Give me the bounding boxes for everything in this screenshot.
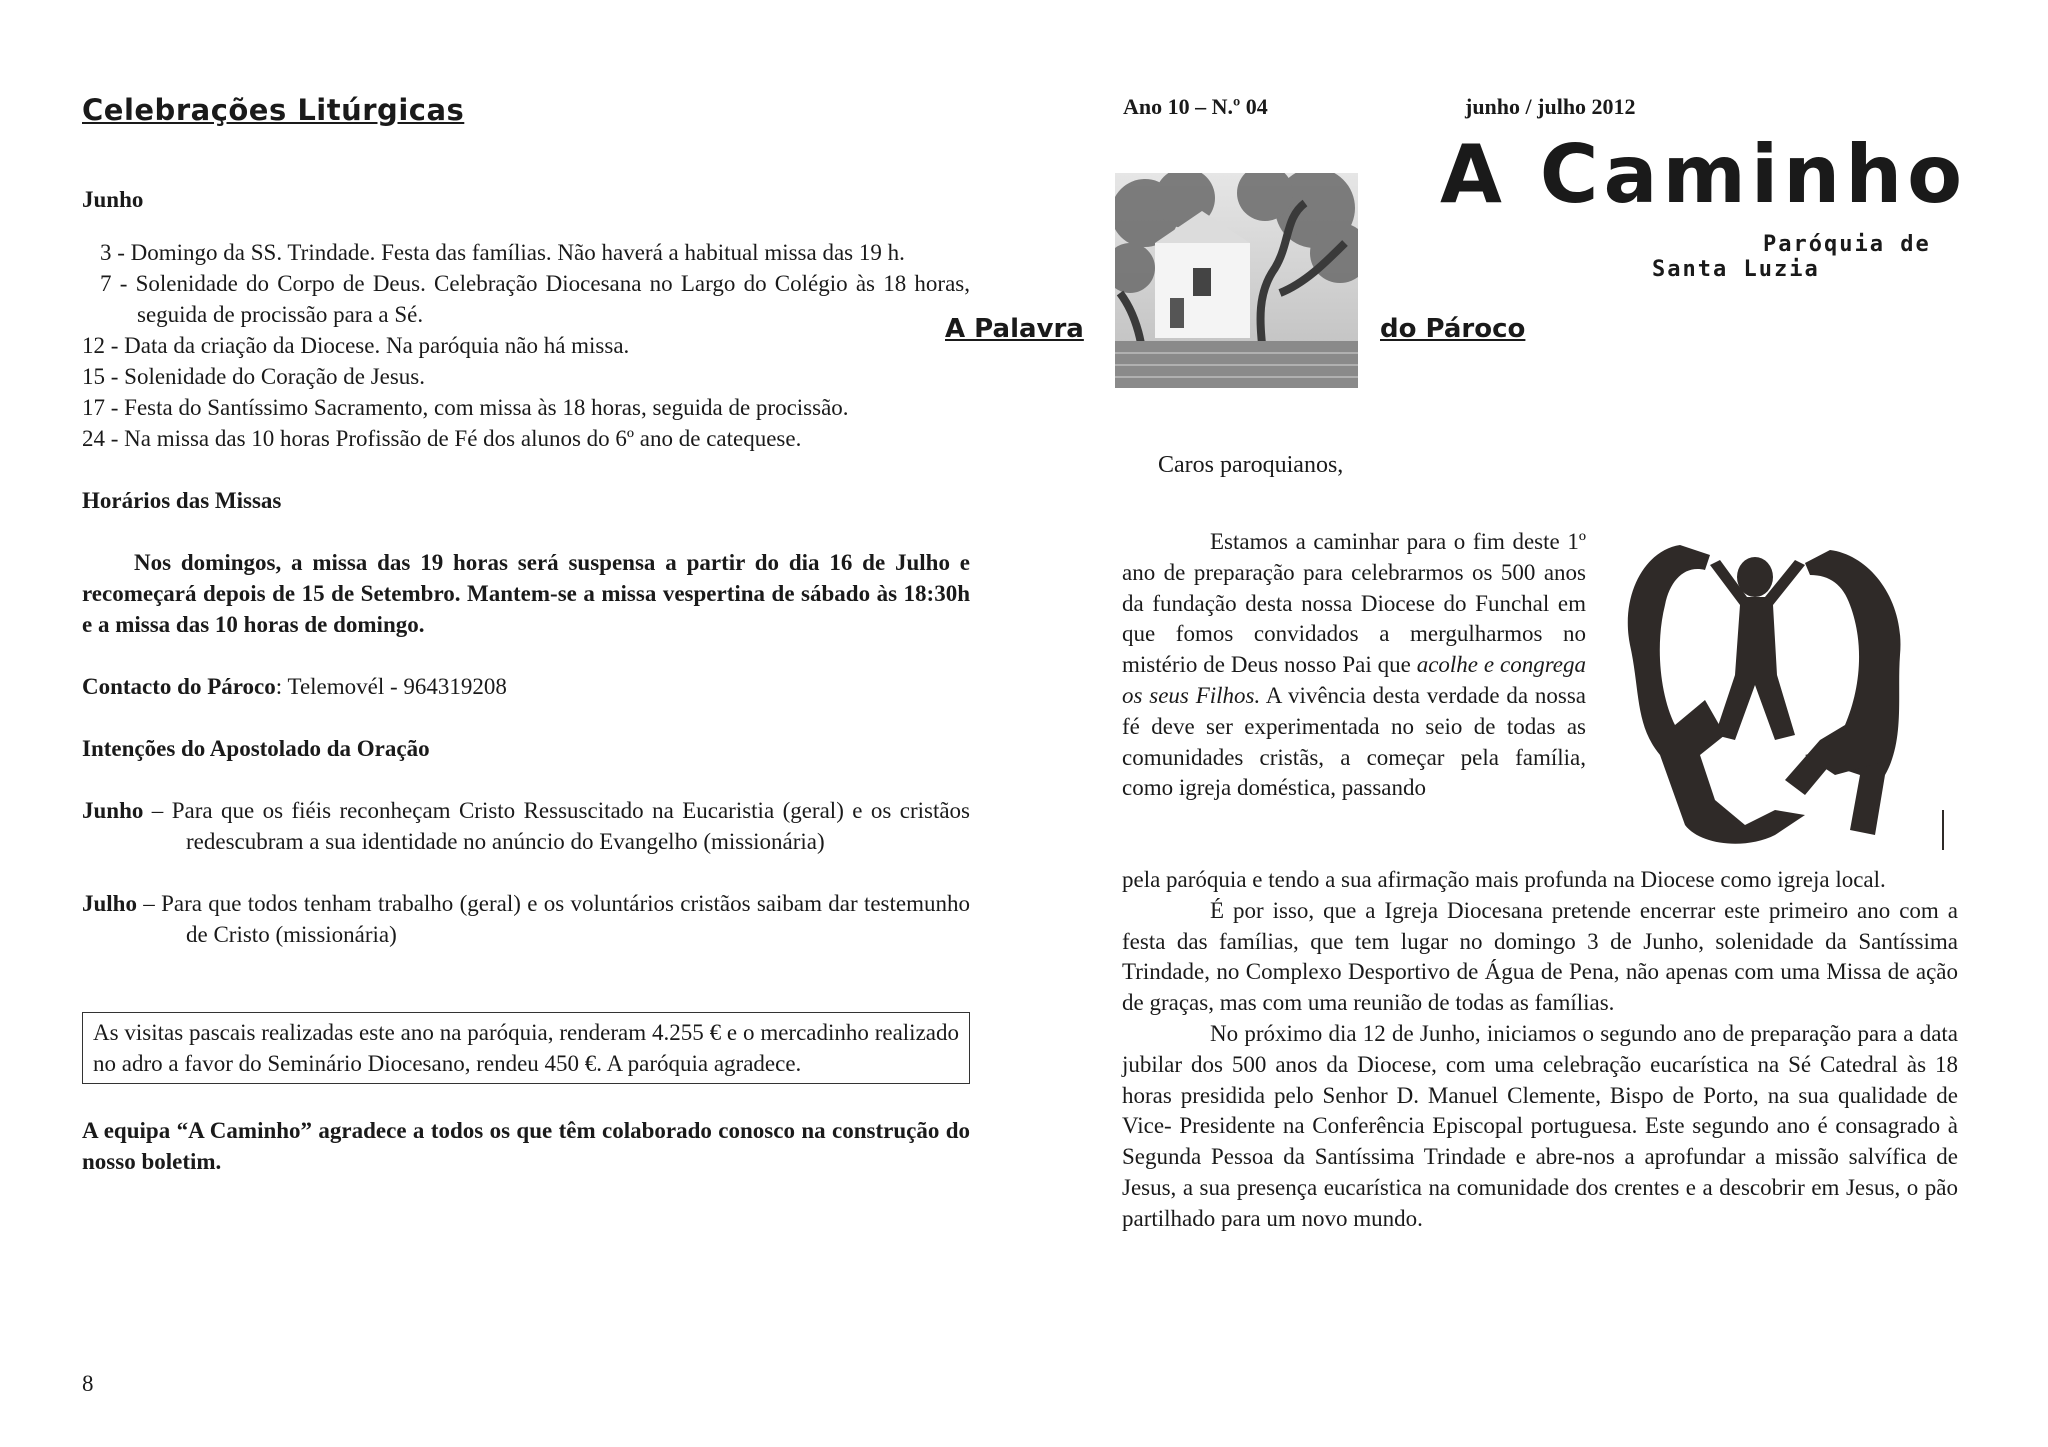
prayer-june [82,795,970,857]
prayer-july [82,888,970,950]
event-item: 15 - Solenidade do Coração de Jesus. [82,364,426,389]
boxed-note: As visitas pascais realizadas este ano na paróquia, renderam 4.255 € e o mercadinho realizado no adro a favor do Seminário Diocesano, rendeu 450 €. A paróquia agradece. [82,1012,970,1084]
parish-name-line2: Santa Luzia [1652,257,1820,282]
para1-start: Estamos a caminhar para o fim deste 1º ano de preparação para celebrarmos os 500 anos da fundação desta nossa Diocese do Funchal em que fomos convidados a mergulharmos no mistério de Deus nosso Pai que [1122,529,1586,678]
event-item: 12 - Data da criação da Diocese. Na paróquia não há missa. [82,333,630,358]
church-photo [1115,173,1358,388]
event-item: 24 - Na missa das 10 horas Profissão de Fé dos alunos do 6º ano de catequese. [82,426,802,451]
article-paragraph-1 [1122,527,1586,804]
family-artwork [1605,525,1950,855]
issue-number: Ano 10 – N.º 04 [1123,94,1268,119]
prayer-heading: Intenções do Apostolado da Oração [82,736,430,761]
page-number: 8 [82,1371,94,1396]
article-body [1122,865,1958,1235]
mass-schedule-heading: Horários das Missas [82,488,282,513]
article-column [1122,527,1586,804]
thanks-note: A equipa “A Caminho” agradece a todos os que têm colaborado conosco na construção do nosso boletim. [82,1118,970,1174]
parish-name-line1: Paróquia de [1763,232,1931,257]
contact-value: : Telemovél - 964319208 [275,674,507,699]
article-paragraph-3: No próximo dia 12 de Junho, iniciamos o segundo ano de preparação para a data jubilar dos 500 anos da Diocese, com uma celebração eucarística na Sé Catedral às 18 horas presidida pelo Senhor D. Manuel Clemente, Bispo de Porto, na sua qualidade de Vice- Presidente na Conferência Episcopal portuguesa. Este segundo ano é consagrado à Segunda Pessoa da Santíssima Trindade e abre-nos a aprofundar a missão salvífica de Jesus, a sua presença eucarística na comunidade dos crentes e a descobrir em Jesus, o pão partilhado para um novo mundo. [1122,1020,1958,1231]
article-paragraph-2: É por isso, que a Igreja Diocesana pretende encerrar este primeiro ano com a festa das famílias, que tem lugar no domingo 3 de Junho, solenidade da Santíssima Trindade, no Complexo Desportivo de Água de Pena, não apenas com uma Missa de ação de graças, mas com uma reunião de todas as famílias. [1122,897,1958,1016]
section-heading-paroco: do Pároco [1380,314,1526,344]
event-item: 17 - Festa do Santíssimo Sacramento, com missa às 18 horas, seguida de procissão. [82,395,849,420]
issue-date: junho / julho 2012 [1465,94,1636,119]
para1-end: A vivência desta verdade da nossa fé deve ser experimentada no seio de todas as comunidades cristãs, a começar pela família, como igreja doméstica, passando [1122,682,1586,801]
event-item: 3 - Domingo da SS. Trindade. Festa das famílias. Não haverá a habitual missa das 19 h. [100,240,905,265]
prayer-july-text: – Para que todos tenham trabalho (geral) e os voluntários cristãos saibam dar testemunho de Cristo (missionária) [136,891,970,947]
article-paragraph-1-continued: pela paróquia e tendo a sua afirmação mais profunda na Diocese como igreja local. [1122,867,1886,892]
contact-label: Contacto do Pároco [82,674,276,699]
event-item: 7 - Solenidade do Corpo de Deus. Celebração Diocesana no Largo do Colégio às 18 horas, seguida de procissão para a Sé. [100,271,970,327]
contact-line [82,671,970,702]
section-title-celebrations: Celebrações Litúrgicas [82,93,465,127]
month-heading: Junho [82,187,144,212]
prayer-june-text: – Para que os fiéis reconheçam Cristo Ressuscitado na Eucaristia (geral) e os cristãos redescubram a sua identidade no anúncio do Evangelho (missionária) [143,798,970,854]
section-heading-palavra: A Palavra [945,314,1084,344]
newsletter-title: A Caminho [1440,128,1968,221]
left-page [82,95,970,1177]
prayer-june-label: Junho [82,798,144,823]
para1-italic: acolhe e congrega os seus Filhos. [1122,652,1587,708]
greeting: Caros paroquianos, [1158,452,1344,478]
prayer-july-label: Julho [82,891,137,916]
mass-schedule-text: Nos domingos, a missa das 19 horas será suspensa a partir do dia 16 de Julho e recomeçará depois de 15 de Setembro. Mantem-se a missa vespertina de sábado às 18:30h e a missa das 10 horas de domingo. [82,550,970,637]
